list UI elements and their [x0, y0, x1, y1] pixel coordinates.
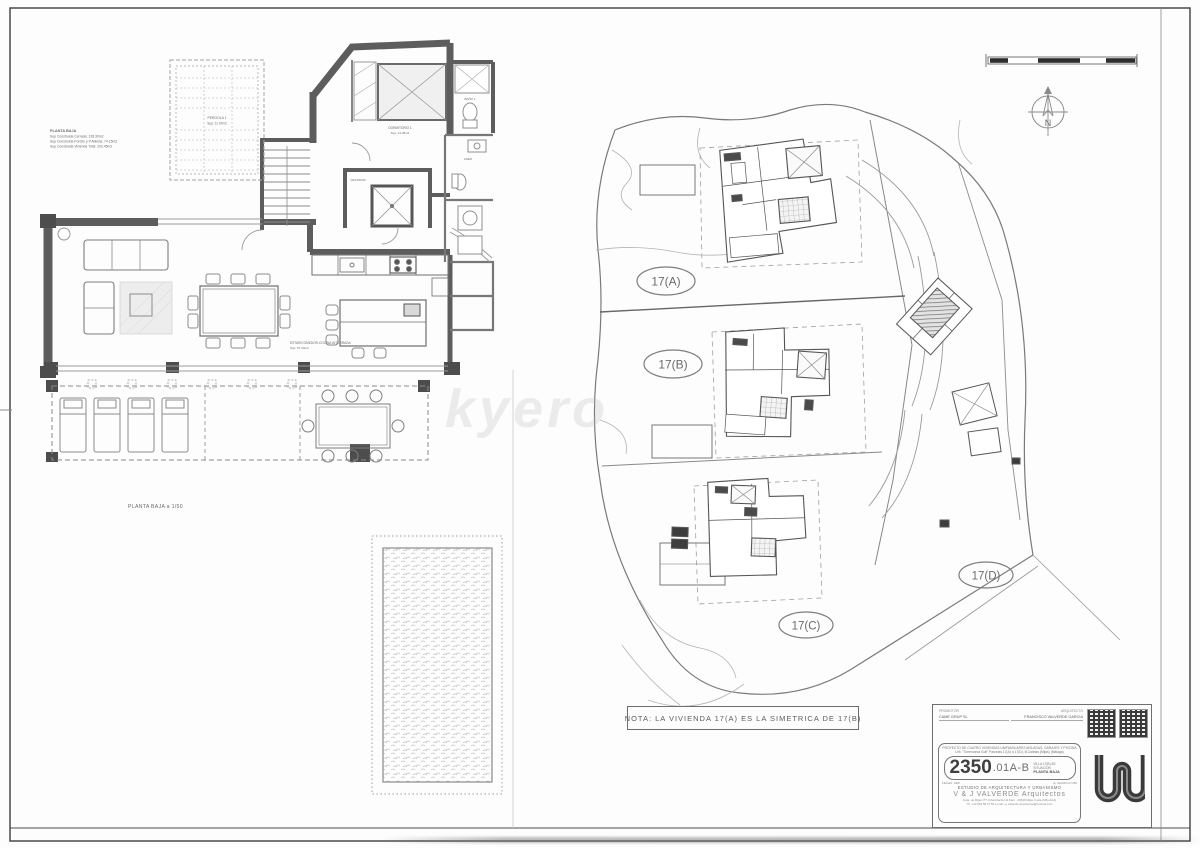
sheet-ref-line: PLANTA BAJA — [1033, 770, 1060, 775]
pool — [372, 536, 502, 794]
north-label: N — [1044, 118, 1052, 128]
title-block — [932, 704, 1152, 828]
scale-bar — [986, 54, 1137, 67]
studio-address: Avda. de Mijas Nº7 Urbanización El Faro - 29649 Mijas Costa (MALAGA) — [962, 798, 1057, 803]
door-arcs — [242, 143, 398, 250]
dressing-shower — [372, 186, 412, 226]
kitchen — [312, 255, 448, 296]
plot-label-17d: 17(D) — [971, 570, 1001, 583]
sun-loungers — [60, 398, 188, 452]
watermark: kyero — [445, 379, 610, 439]
meta-date: FECHA: FEB — [942, 781, 960, 786]
studio-contact: Tlf: +34 952 58 37 56 e-mail: v.j.valverde.arquitectos@hotmail.com — [966, 802, 1053, 807]
bedroom-label: DORMITORIO 1 — [388, 126, 412, 130]
pergola-area-label: Sup: 11.97m2 — [207, 121, 227, 126]
site-roads — [846, 160, 1038, 660]
sheet-references — [1033, 762, 1059, 774]
info-line: Sup Construida Porche y P.Abierta: 74.15m2 — [50, 139, 118, 144]
info-line: Sup Construida Cerrada: 128.30m2 — [50, 134, 104, 139]
floor-plan-caption: PLANTA BAJA a 1/50 — [128, 504, 183, 510]
living-sofas — [58, 228, 172, 334]
site-boundary — [594, 104, 1120, 694]
promoter-block — [939, 709, 1009, 721]
site-house-a — [717, 137, 839, 262]
bedroom-fixtures — [354, 62, 446, 120]
plot-label-17b: 17(B) — [658, 357, 688, 372]
note-text: NOTA: LA VIVIENDA 17(A) ES LA SIMETRICA DE 17(B) — [624, 713, 862, 723]
dining-table — [188, 274, 290, 348]
site-plan — [594, 104, 1120, 706]
note-box — [624, 706, 862, 730]
plot-label-17c: 17(C) — [791, 620, 821, 633]
dressing-label: VESTIDOR — [350, 178, 366, 182]
studio-name: V & J VALVERDE Arquitectos — [953, 791, 1066, 799]
floor-plan — [40, 43, 513, 828]
architect-block — [1011, 709, 1083, 721]
sheet-ref-line: SITUACION — [1033, 766, 1051, 771]
plot-label-17a: 17(A) — [651, 274, 681, 289]
bedroom-area-label: Sup: 14.35m2 — [390, 131, 410, 135]
project-description-line: PROYECTO DE CUATRO VIVIENDAS UNIFAMILIARES AISLADAS, GARAJES Y PISCINA — [942, 746, 1077, 750]
staircase — [264, 146, 310, 226]
terrace — [52, 380, 428, 462]
architect-label: ARQUITECTO — [1060, 709, 1083, 713]
promoter-name: CAME GRUP SL — [939, 714, 1009, 721]
aseo-label: ASEO — [463, 157, 473, 161]
kitchen-island — [326, 300, 426, 358]
north-arrow-icon — [1028, 86, 1068, 136]
qr-code-1 — [1087, 709, 1116, 738]
pergola-label: PERGOLA 1 — [207, 116, 227, 120]
pergola — [170, 60, 264, 180]
architect-name: FRANCISCO VALVERDE GARCIA — [1011, 714, 1083, 721]
living-label: ESTAR/COMEDOR-COCINA INTEGRADA — [290, 341, 351, 345]
site-house-b — [719, 324, 835, 443]
sheet-ref-line: VILLA 17(B)-B2 — [1033, 762, 1056, 767]
info-line: PLANTA BAJA — [50, 129, 77, 133]
meta-scale: E. GRAFICA 1/50 — [1053, 781, 1077, 786]
title-block-header — [937, 708, 1083, 740]
living-area-label: Sup: 57.34m2 — [290, 346, 309, 350]
project-number: 2350 — [949, 757, 992, 779]
project-description-line: Urb. "Torrenueva Golf" Parcelas 17(A) a 17(D), B.Caletas (Mijas) (Málaga) — [955, 750, 1064, 755]
project-number-suffix: .01A-B — [992, 762, 1030, 775]
promoter-label: PROMOTOR — [939, 709, 959, 713]
scan-shadow — [380, 837, 1200, 843]
info-line: Sup Construida Vivienda Total: 202.45m2 — [50, 144, 113, 149]
bath-label: BAÑO 1 — [464, 97, 476, 101]
architect-logo-icon — [1089, 749, 1145, 821]
studio-line: ESTUDIO DE ARQUITECTURA Y URBANISMO — [957, 785, 1062, 791]
title-block-main — [938, 743, 1081, 823]
qr-code-2 — [1119, 709, 1148, 738]
site-structures-d — [897, 278, 1020, 527]
project-number-box — [944, 756, 1076, 780]
